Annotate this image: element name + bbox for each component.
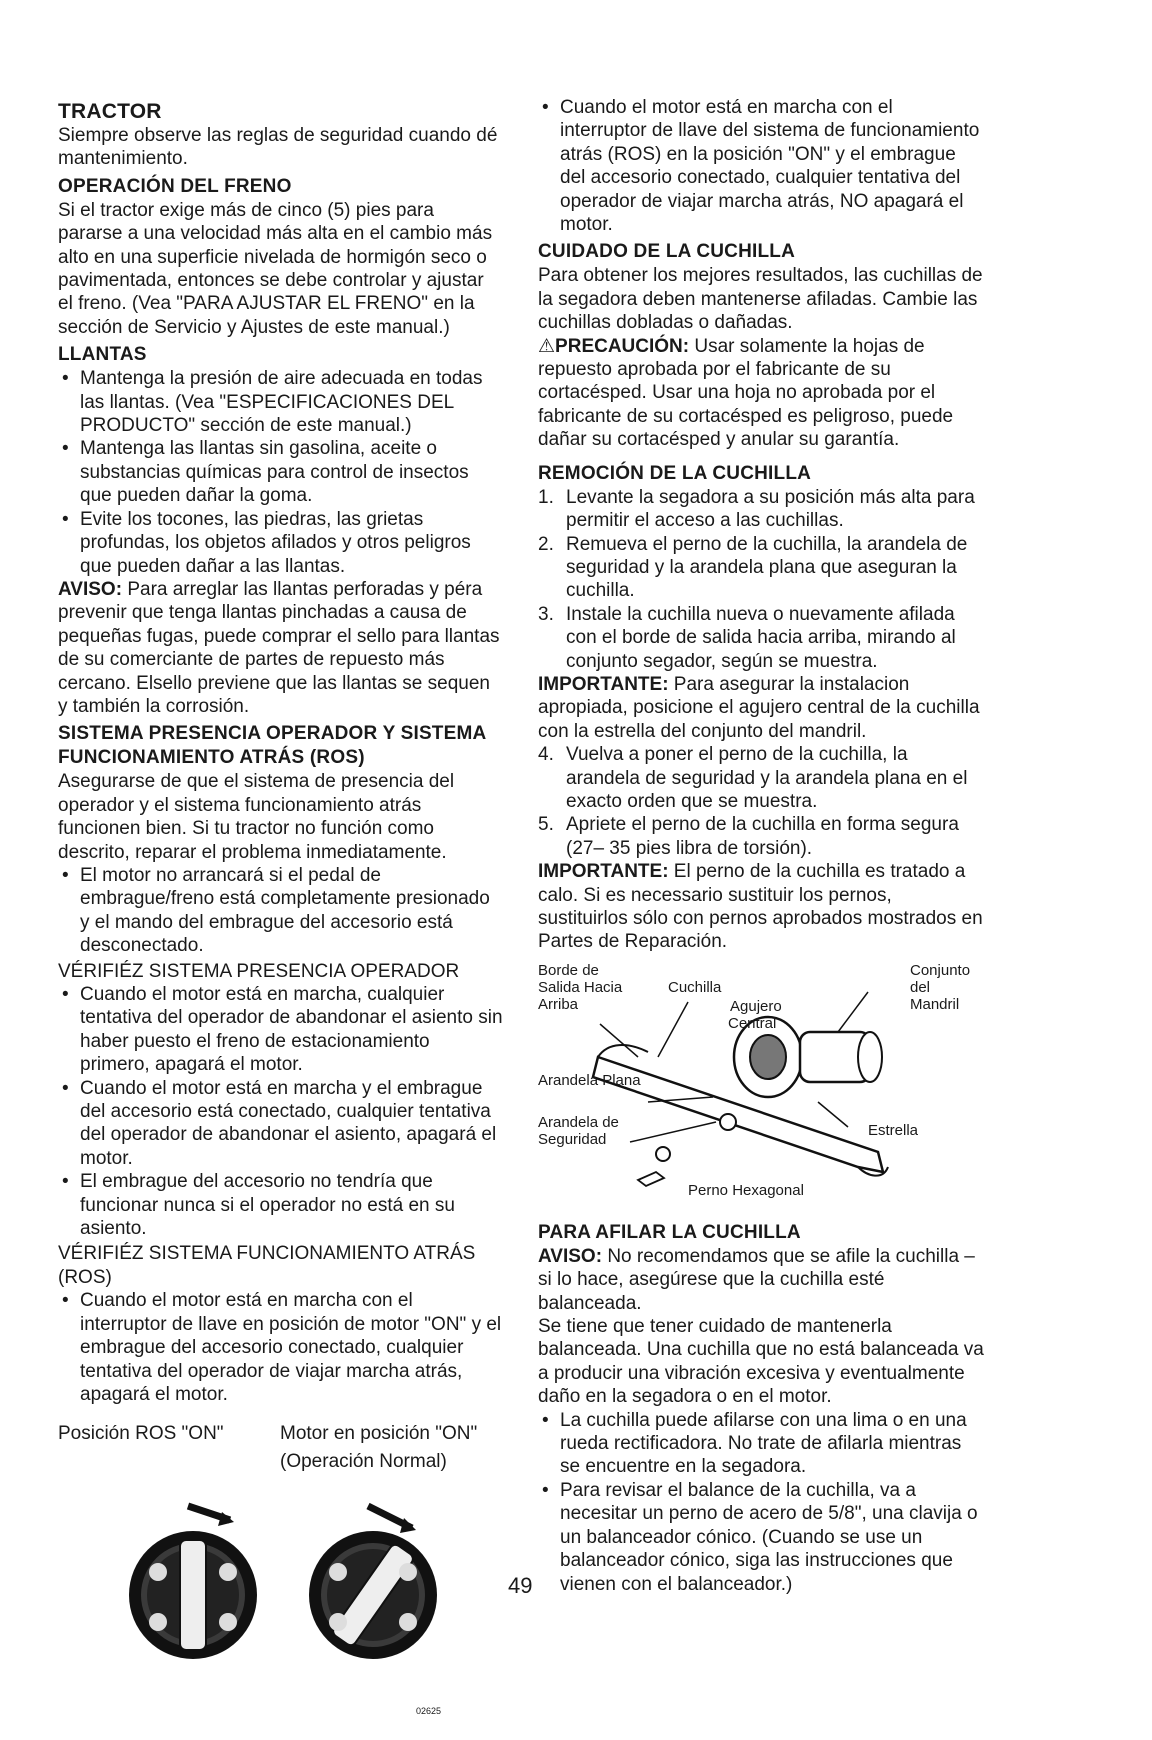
aviso-label: AVISO: [58,578,123,600]
freno-heading: OPERACIÓN DEL FRENO [58,175,292,197]
key-switch-figure [58,1410,503,1740]
tractor-heading: TRACTOR [58,100,162,123]
aviso-llantas-text: Para arreglar las llantas perforadas y péra prevenir que tenga llantas pinchadas a causa de pequeñas fugas, puede comprar el sello para llantas de su comerciante de partes de repuesto más cercano. Elsello previene que las llantas se sequen y también la corrosión. [58,578,500,717]
step-number: 4. [538,744,554,766]
step-number: 1. [538,486,554,508]
step-text: Apriete el perno de la cuchilla en forma segura (27– 35 pies libra de torsión). [566,814,959,859]
llantas-heading: LLANTAS [58,344,147,366]
freno-text: Si el tractor exige más de cinco (5) pies para pararse a una velocidad más alta en el cambio más alto en una superficie nivelada de hormigón seco o pavimentada, entonces se debe controlar y ajustar el freno. (Vea "PARA AJUSTAR EL FRENO" en la sección de Servicio y Ajustes de este manual.) [58,199,493,338]
label-agujero: Agujero [730,997,782,1015]
key-switch-motor-icon [298,1500,448,1670]
label-borde: Borde de [538,961,599,979]
afilar-heading: PARA AFILAR LA CUCHILLA [538,1221,801,1243]
step-text: Vuelva a poner el perno de la cuchilla, la arandela de seguridad y la arandela plana en el exacto orden que se muestra. [566,744,968,812]
importante-label: IMPORTANTE: [538,861,669,883]
aviso-llantas [58,578,503,718]
caption-motor-on: Motor en posición "ON" [280,1423,478,1445]
verif-operador-item: • Cuando el motor está en marcha, cualquier tentativa del operador de abandonar el asiento sin haber puesto el freno de estacionamiento primero, apagará el motor. [58,983,503,1077]
importante-text: Para asegurar la instalacion apropiada, posicione el agujero central de la cuchilla con la estrella del conjunto del mandril. [538,673,980,742]
label-conjunto: Mandril [910,995,960,1013]
verif-operador-heading: VÉRIFIÉZ SISTEMA PRESENCIA OPERADOR [58,960,460,982]
importante-text: El perno de la cuchilla es tratado a calo. Si es necessario sustituir los pernos, sustituirlos sólo con pernos aprobados mostrados en Partes de Reparación. [538,861,983,953]
label-estrella: Estrella [868,1121,919,1139]
cuidado-text: Para obtener los mejores resultados, las cuchillas de la segadora deben mantenerse afiladas. Cambie las cuchillas dobladas o dañadas. [538,265,983,334]
tractor-intro: Siempre observe las reglas de seguridad cuando dé mantenimiento. [58,125,498,170]
left-column [58,96,503,1740]
label-conjunto: Conjunto [910,961,971,979]
verif-ros-heading: VÉRIFIÉZ SISTEMA FUNCIONAMIENTO ATRÁS (ROS) [58,1243,476,1288]
ros-heading: SISTEMA PRESENCIA OPERADOR Y SISTEMA FUNCIONAMIENTO ATRÁS (ROS) [58,723,486,769]
importante-note-1 [538,673,984,743]
llantas-item: • Mantenga las llantas sin gasolina, aceite o substancias químicas para control de insectos que pueden dañar la goma. [58,437,503,507]
remocion-step [538,603,984,673]
precaucion-label: PRECAUCIÓN: [555,335,690,357]
label-arandela-seguridad: Arandela de [538,1113,619,1131]
label-borde: Salida Hacia [538,978,623,996]
label-conjunto: del [910,978,931,996]
precaucion-note [538,335,984,452]
page-number: 49 [508,1573,533,1598]
verif-operador-item: • Cuando el motor está en marcha y el embrague del accesorio está conectado, cualquier tentativa del operador de abandonar el asiento, apagará el motor. [58,1077,503,1171]
blade-diagram [538,962,984,1217]
remocion-step [538,486,984,533]
precaucion-text: Usar solamente la hojas de repuesto aprobada por el fabricante de su cortacésped. Usar una hoja no aprobada por el fabricante de su cortacésped es peligroso, puede dañar su cortacésped y anular su garantía. [538,335,954,451]
ros-text: Asegurarse de que el sistema de presencia del operador y el sistema funcionamiento atrás funcionen bien. Si tu tractor no función como descrito, reparar el problema inmediatamente. [58,771,455,863]
aviso-label: AVISO: [538,1245,603,1267]
label-perno: Perno Hexagonal [688,1181,804,1199]
warning-icon: ⚠ [538,335,556,357]
step-text: Remueva el perno de la cuchilla, la arandela de seguridad y la arandela plana que aseguran la cuchilla. [566,533,968,602]
caption-ros-on: Posición ROS "ON" [58,1423,224,1445]
importante-label: IMPORTANTE: [538,673,669,695]
ros-continued-item: • Cuando el motor está en marcha con el interruptor de llave del sistema de funcionamiento atrás (ROS) en la posición "ON" y el embrague del accesorio conectado, cualquier tentativa del operador de viajar marcha atrás, NO apagará el motor. [538,96,984,236]
label-cuchilla: Cuchilla [668,978,722,996]
key-switch-ros-icon [118,1500,268,1670]
llantas-item: • Evite los tocones, las piedras, las grietas profundas, los objetos afilados y otros peligros que pueden dañar a las llantas. [58,508,503,578]
caption-normal: (Operación Normal) [280,1451,447,1473]
label-arandela-seguridad: Seguridad [538,1130,607,1148]
verif-operador-item: • El embrague del accesorio no tendría que funcionar nunca si el operador no está en su asiento. [58,1170,503,1240]
step-number: 5. [538,814,554,836]
figure-code: 02625 [416,1706,442,1717]
remocion-step [538,813,984,860]
cuidado-heading: CUIDADO DE LA CUCHILLA [538,241,796,263]
step-text: Instale la cuchilla nueva o nuevamente afilada con el borde de salida hacia arriba, mirando al conjunto segador, según se muestra. [566,603,956,672]
llantas-item: • Mantenga la presión de aire adecuada en todas las llantas. (Vea "ESPECIFICACIONES DEL PRODUCTO" sección de este manual.) [58,367,503,437]
remocion-heading: REMOCIÓN DE LA CUCHILLA [538,462,812,484]
step-text: Levante la segadora a su posición más alta para permitir el acceso a las cuchillas. [566,486,975,532]
remocion-step [538,743,984,813]
label-agujero: Central [728,1014,777,1032]
importante-note-2 [538,860,984,954]
ros-item: • El motor no arrancará si el pedal de embrague/freno está completamente presionado y el mando del embrague del accesorio está desconectado. [58,864,503,958]
remocion-step [538,533,984,603]
aviso-afilar-text: No recomendamos que se afile la cuchilla – si lo hace, asegúrese que la cuchilla esté balanceada. [538,1245,975,1314]
step-number: 2. [538,533,554,555]
label-borde: Arriba [538,995,579,1013]
afilar-item: • La cuchilla puede afilarse con una lima o en una rueda rectificadora. No trate de afilarla mientras se encuentre en la segadora. [538,1409,984,1479]
right-column [538,96,984,1596]
afilar-item: • Para revisar el balance de la cuchilla, va a necesitar un perno de acero de 5/8", una clavija o un balanceador cónico. (Cuando se use un balanceador cónico, siga las instrucciones que vienen con el balanceador.) [538,1479,984,1596]
aviso-afilar [538,1245,984,1315]
afilar-text: Se tiene que tener cuidado de mantenerla balanceada. Una cuchilla que no está balanceada va a producir una vibración excesiva y eventualmente daño en la segadora o en el motor. [538,1316,984,1408]
label-arandela-plana: Arandela Plana [538,1071,641,1089]
step-number: 3. [538,603,554,625]
verif-ros-item: • Cuando el motor está en marcha con el interruptor de llave en posición de motor "ON" y el embrague del accesorio conectado, cualquier tentativa del operador de viajar marcha atrás, apagará el motor. [58,1289,503,1406]
